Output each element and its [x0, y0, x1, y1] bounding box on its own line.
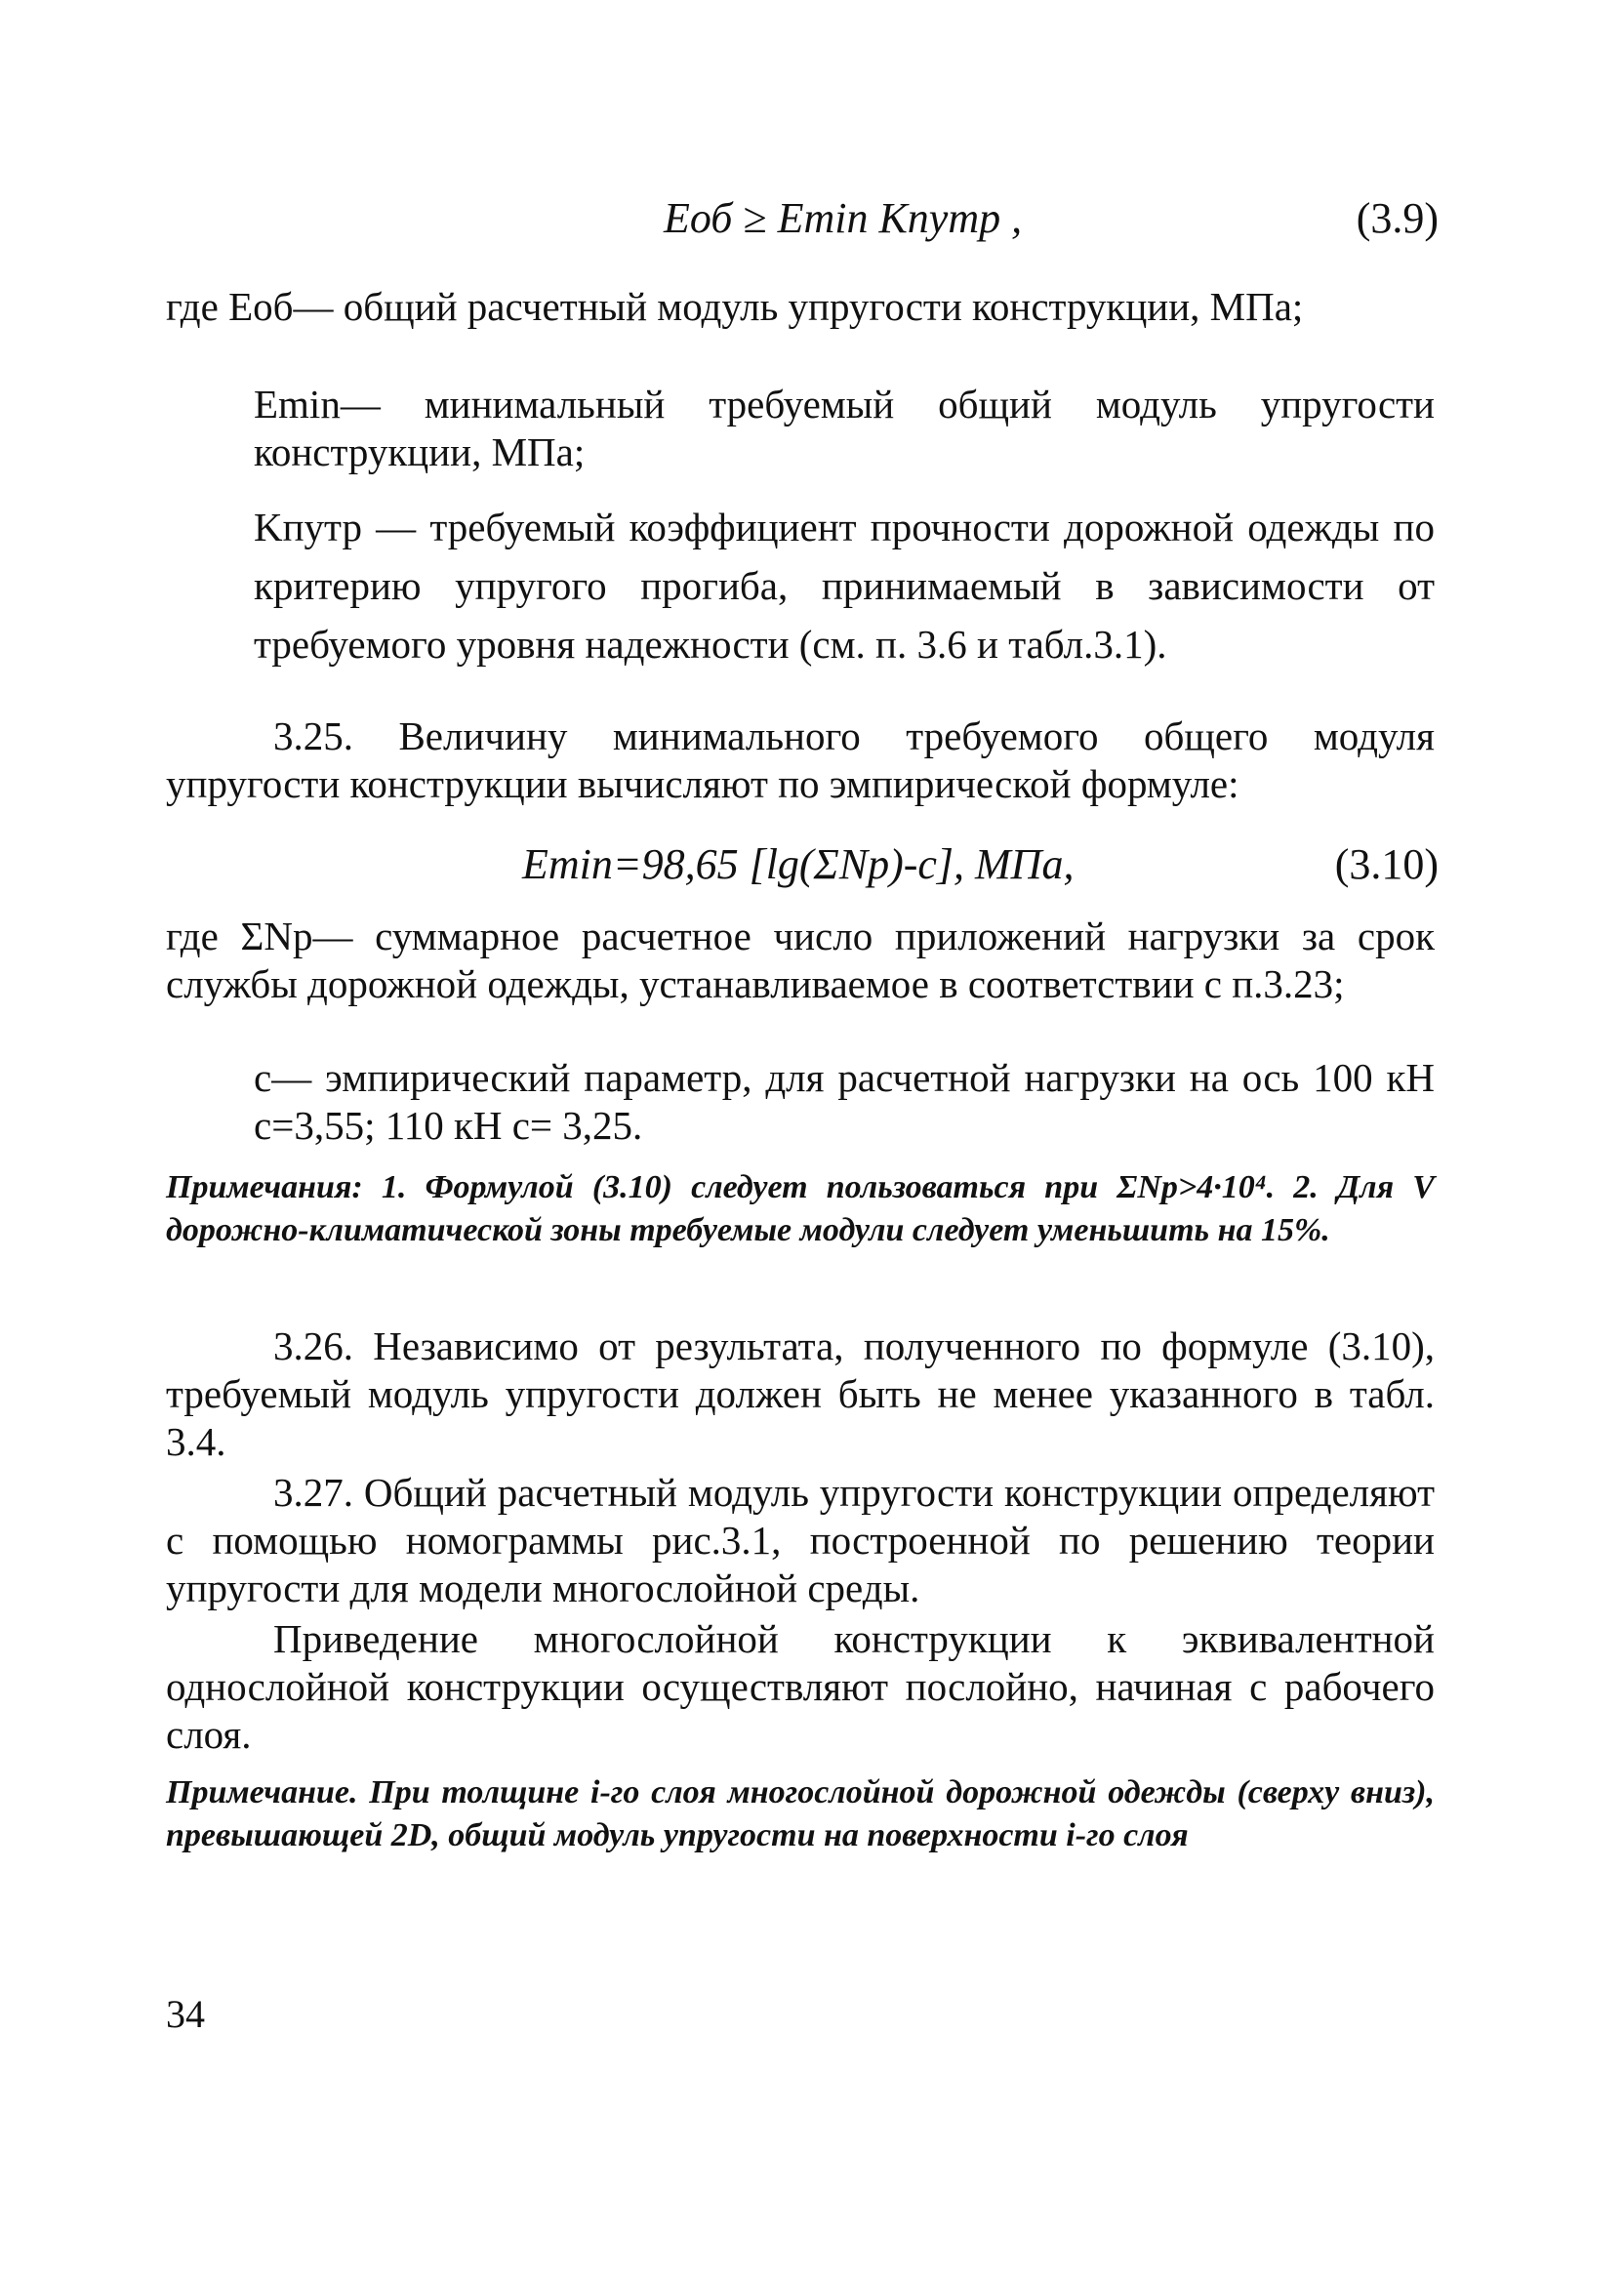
def-e-ob: где Eоб— общий расчетный модуль упругости конструкции, МПа; — [166, 284, 1304, 329]
paragraph-reduction: Приведение многослойной конструкции к эквивалентной однослойной конструкции осуществляют послойно, начиная с рабочего слоя. — [166, 1616, 1435, 1757]
def-k-py: Kпутр — требуемый коэффициент прочности дорожной одежды по критерию упругого прогиба, принимаемый в зависимости от требуемого уровня надежности (см. п. 3.6 и табл.3.1). — [254, 505, 1435, 667]
paragraph-3-27: 3.27. Общий расчетный модуль упругости конструкции определяют с помощью номограммы рис.3.1, построенной по решению теории упругости для модели многослойной среды. — [166, 1470, 1435, 1610]
paragraph-3-26: 3.26. Независимо от результата, полученного по формуле (3.10), требуемый модуль упругости должен быть не менее указанного в табл. 3.4. — [166, 1323, 1435, 1464]
formula-3-9-number: (3.9) — [1356, 194, 1439, 242]
page-number: 34 — [166, 1992, 205, 2036]
formula-3-10: Emin=98,65 [lg(ΣNр)-с], МПа, — [522, 840, 1075, 888]
formula-3-10-number: (3.10) — [1334, 840, 1439, 888]
paragraph-3-25: 3.25. Величину минимального требуемого общего модуля упругости конструкции вычисляют по эмпирической формуле: — [166, 713, 1435, 806]
note-3-10: Примечания: 1. Формулой (3.10) следует пользоваться при ΣNр>4·10⁴. 2. Для V дорожно-климатической зоны требуемые модули следует уменьшить на 15%. — [166, 1169, 1435, 1248]
def-c: с— эмпирический параметр, для расчетной нагрузки на ось 100 кН с=3,55; 110 кН с= 3,25. — [254, 1055, 1435, 1148]
def-e-min: Emin— минимальный требуемый общий модуль упругости конструкции, МПа; — [254, 382, 1435, 474]
def-sum-np: где ΣNр— суммарное расчетное число приложений нагрузки за срок службы дорожной одежды, устанавливаемое в соответствии с п.3.23; — [166, 914, 1435, 1006]
note-layer-thickness: Примечание. При толщине i-го слоя многослойной дорожной одежды (сверху вниз), превышающей 2D, общий модуль упругости на поверхности i-го слоя — [166, 1774, 1435, 1853]
formula-3-9: Eоб ≥ Emin Kпутр , — [664, 194, 1023, 242]
